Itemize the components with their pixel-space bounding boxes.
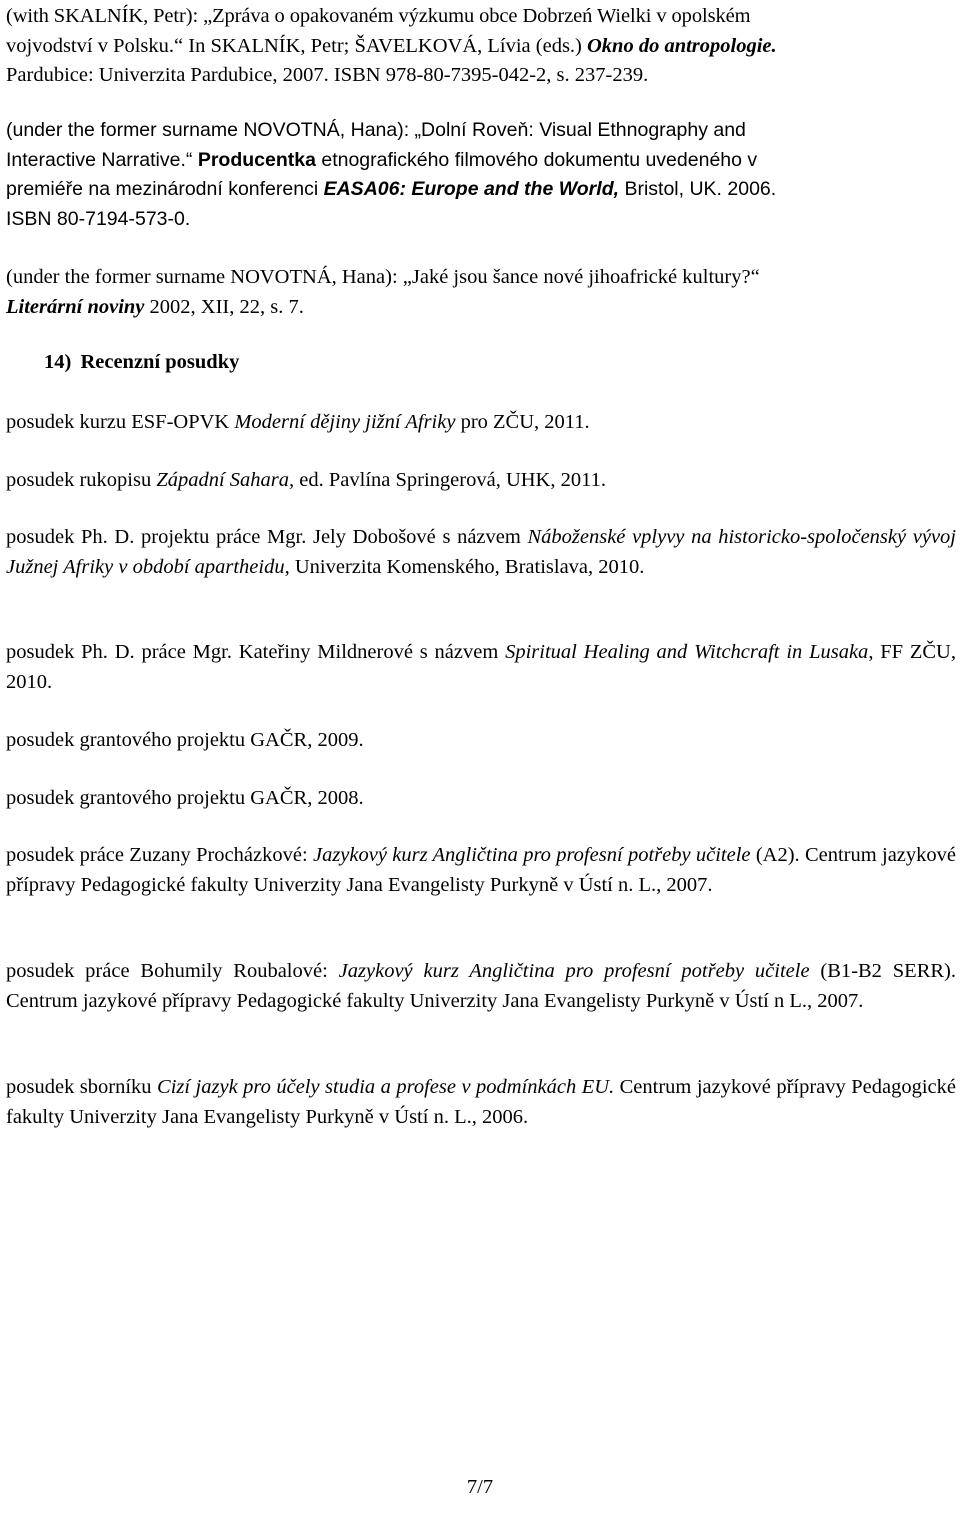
journal-title: Literární noviny <box>6 295 145 318</box>
publication-entry-literarni-noviny <box>6 263 956 322</box>
publication-entry-skalnik <box>6 2 956 91</box>
entry-line: Literární noviny 2002, XII, 22, s. 7. <box>6 295 304 318</box>
entry-line: ISBN 80-7194-573-0. <box>6 207 191 230</box>
review-item: posudek grantového projektu GAČR, 2009. <box>6 729 364 751</box>
review-item: posudek sborníku Cizí jazyk pro účely studia a profese v podmínkách EU. Centrum jazykové přípravy Pedagogické fakulty Univerzity Jana Evangelisty Purkyně v Ústí n. L., 2006. <box>6 1076 956 1128</box>
review-item: posudek práce Zuzany Procházkové: Jazykový kurz Angličtina pro profesní potřeby učitele (A2). Centrum jazykové přípravy Pedagogické fakulty Univerzity Jana Evangelisty Purkyně v Ústí n. L., 2007. <box>6 844 956 896</box>
role-label: Producentka <box>197 148 316 171</box>
review-item: posudek rukopisu Západní Sahara, ed. Pavlína Springerová, UHK, 2011. <box>6 469 606 491</box>
section-heading <box>44 348 239 378</box>
review-item: posudek Ph. D. práce Mgr. Kateřiny Mildnerové s názvem Spiritual Healing and Witchcraft in Lusaka, FF ZČU, 2010. <box>6 641 956 693</box>
section-title: Recenzní posudky <box>80 351 240 373</box>
section-number: 14) <box>44 351 72 373</box>
review-item: posudek Ph. D. projektu práce Mgr. Jely Dobošové s názvem Náboženské vplyvy na historicko-spoločenský vývoj Južnej Afriky v období apartheidu, Univerzita Komenského, Bratislava, 2010. <box>6 526 956 578</box>
entry-line: (under the former surname NOVOTNÁ, Hana): „Jaké jsou šance nové jihoafrické kultury?“ <box>6 266 760 288</box>
entry-line: (under the former surname NOVOTNÁ, Hana): „Dolní Roveň: Visual Ethnography and <box>6 119 746 141</box>
entry-line: Pardubice: Univerzita Pardubice, 2007. ISBN 978-80-7395-042-2, s. 237-239. <box>6 64 649 86</box>
entry-line: (with SKALNÍK, Petr): „Zpráva o opakovaném výzkumu obce Dobrzeń Wielki v opolském <box>6 5 751 27</box>
book-title: Okno do antropologie. <box>587 34 777 57</box>
entry-line: Interactive Narrative.“ Producentka etnografického filmového dokumentu uvedeného v <box>6 148 758 171</box>
entry-line: premiéře na mezinárodní konferenci EASA06: Europe and the World, Bristol, UK. 2006. <box>6 178 777 200</box>
entry-line: vojvodství v Polsku.“ In SKALNÍK, Petr; ŠAVELKOVÁ, Lívia (eds.) Okno do antropologie. <box>6 34 777 57</box>
conference-title: EASA06: Europe and the World, <box>323 178 620 200</box>
review-item: posudek grantového projektu GAČR, 2008. <box>6 787 364 809</box>
review-item: posudek kurzu ESF-OPVK Moderní dějiny jižní Afriky pro ZČU, 2011. <box>6 411 590 433</box>
publication-entry-dolni-roven <box>6 116 956 234</box>
page-number: 7/7 <box>466 1476 494 1498</box>
review-item: posudek práce Bohumily Roubalové: Jazykový kurz Angličtina pro profesní potřeby učitele (B1-B2 SERR). Centrum jazykové přípravy Pedagogické fakulty Univerzity Jana Evangelisty Purkyně v Ústí n L., 2007. <box>6 960 956 1012</box>
